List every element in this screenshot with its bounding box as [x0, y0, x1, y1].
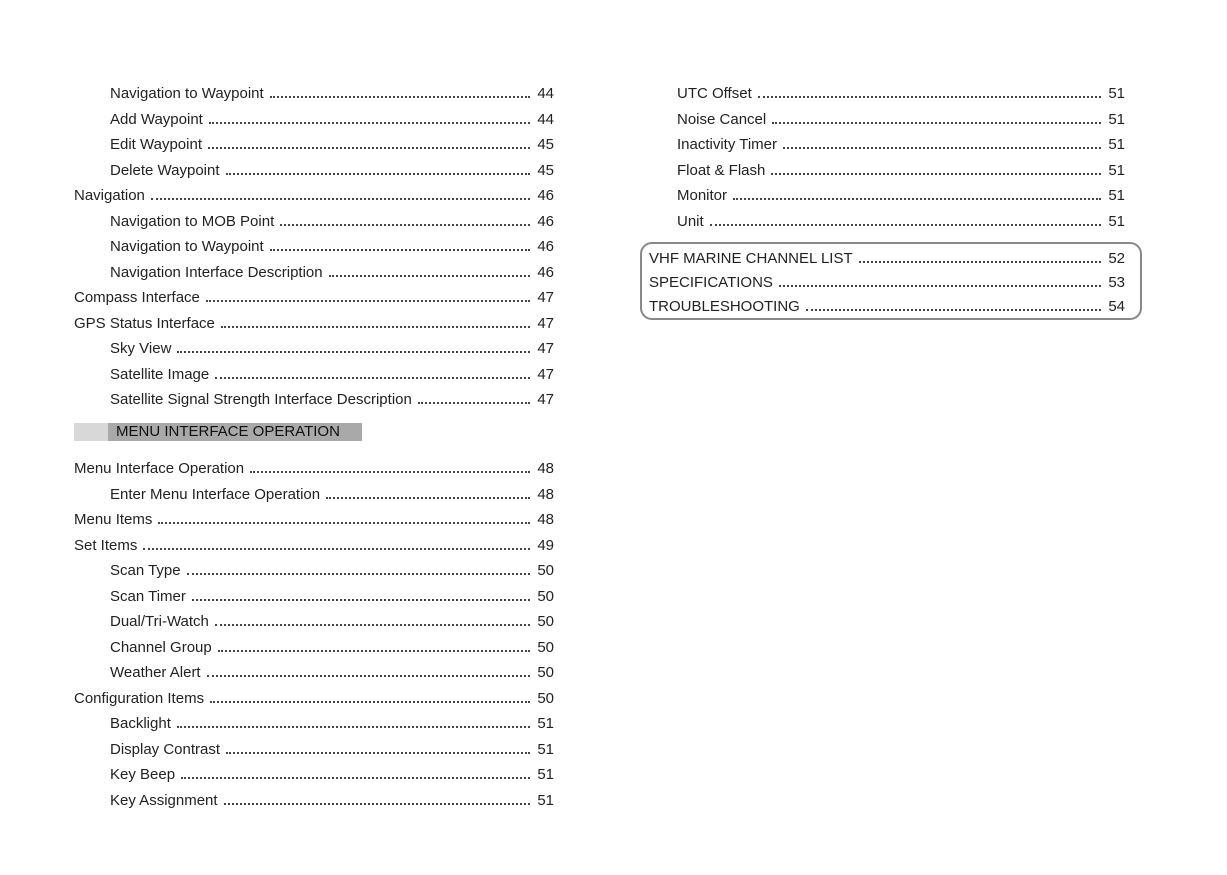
toc-leader-dots [280, 216, 530, 226]
toc-entry-page: 47 [537, 391, 554, 408]
toc-entry-label: Scan Type [110, 562, 181, 579]
toc-entry [110, 789, 554, 809]
toc-entry-page: 51 [1108, 212, 1125, 230]
toc-entry-label: Satellite Image [110, 365, 210, 383]
toc-entry-page: 45 [537, 136, 554, 153]
toc-entry-page: 51 [537, 766, 554, 783]
toc-leader-dots [771, 165, 1101, 175]
toc-leader-dots [177, 343, 530, 353]
toc-entry [110, 235, 554, 255]
section-heading-bar [74, 423, 362, 441]
toc-entry [110, 210, 554, 230]
toc-leader-dots [218, 642, 530, 652]
toc-leader-dots [779, 277, 1101, 287]
toc-entry-label: Display Contrast [110, 740, 221, 758]
toc-entry-label: Menu Interface Operation [74, 460, 245, 477]
toc-entry-page: 50 [537, 562, 554, 579]
toc-leader-dots [206, 292, 530, 302]
toc-entry [74, 286, 554, 306]
toc-entry-page: 51 [1108, 136, 1125, 153]
toc-entry-label: Backlight [110, 715, 171, 732]
toc-leader-dots [859, 253, 1101, 263]
toc-leader-dots [270, 241, 530, 251]
toc-leader-dots [207, 667, 530, 677]
toc-entry-label: Navigation to Waypoint [110, 238, 264, 255]
toc-entry-label: Noise Cancel [677, 110, 767, 128]
toc-leader-dots [710, 216, 1101, 226]
toc-entry-label: GPS Status Interface [74, 314, 215, 332]
toc-entry-page: 54 [1108, 298, 1125, 315]
toc-entry [677, 159, 1125, 179]
toc-entry [677, 108, 1125, 128]
toc-entry-label: Set Items [74, 536, 138, 554]
toc-entry-page: 46 [537, 187, 554, 204]
toc-entry-label: Navigation Interface Description [110, 263, 323, 281]
toc-entry [677, 133, 1125, 153]
toc-entry [677, 210, 1125, 230]
toc-entry-label: Compass Interface [74, 289, 200, 306]
toc-entry [110, 610, 554, 630]
toc-entry [110, 738, 554, 758]
toc-entry-label: Navigation [74, 187, 145, 204]
toc-entry-page: 46 [537, 263, 554, 281]
toc-entry-page: 48 [537, 511, 554, 528]
toc-entry-label: Sky View [110, 340, 172, 357]
toc-entry-page: 46 [537, 212, 554, 230]
toc-entry-page: 50 [537, 689, 554, 707]
toc-entry-label: Add Waypoint [110, 110, 203, 128]
toc-entry [110, 388, 554, 408]
toc-entry-page: 51 [537, 740, 554, 758]
toc-leader-dots [326, 489, 530, 499]
toc-entry [649, 247, 1125, 267]
toc-entry [74, 312, 554, 332]
toc-entry-page: 46 [537, 238, 554, 255]
toc-entry [110, 261, 554, 281]
toc-entry-label: Edit Waypoint [110, 136, 202, 153]
toc-leader-dots [221, 318, 530, 328]
toc-entry-label: TROUBLESHOOTING [649, 298, 800, 315]
toc-entry [110, 159, 554, 179]
toc-entry [110, 133, 554, 153]
toc-entry-page: 52 [1108, 250, 1125, 267]
toc-entry-label: Unit [677, 212, 704, 230]
toc-entry-label: Scan Timer [110, 587, 186, 605]
toc-entry-label: UTC Offset [677, 85, 752, 102]
toc-entry [649, 295, 1125, 315]
toc-entry-page: 49 [537, 536, 554, 554]
toc-entry-page: 50 [537, 638, 554, 656]
section-heading-title: MENU INTERFACE OPERATION [116, 423, 340, 440]
toc-entry-page: 48 [537, 460, 554, 477]
toc-entry [110, 661, 554, 681]
toc-entry [110, 636, 554, 656]
toc-leader-dots [270, 88, 530, 98]
toc-entry-label: Configuration Items [74, 689, 205, 707]
toc-entry-label: Dual/Tri-Watch [110, 613, 209, 630]
toc-entry-page: 51 [1108, 85, 1125, 102]
toc-entry [110, 337, 554, 357]
toc-entry [110, 585, 554, 605]
toc-leader-dots [806, 301, 1101, 311]
toc-leader-dots [143, 540, 530, 550]
toc-entry [110, 483, 554, 503]
toc-entry-page: 47 [537, 289, 554, 306]
toc-entry-label: Enter Menu Interface Operation [110, 485, 321, 503]
toc-entry-label: Inactivity Timer [677, 136, 778, 153]
toc-leader-dots [151, 190, 530, 200]
toc-leader-dots [329, 267, 530, 277]
toc-entry-page: 44 [537, 110, 554, 128]
toc-entry-page: 53 [1108, 274, 1125, 291]
toc-leader-dots [783, 139, 1101, 149]
toc-leader-dots [226, 165, 531, 175]
toc-entry [74, 457, 554, 477]
toc-entry [110, 763, 554, 783]
toc-entry-label: Navigation to Waypoint [110, 85, 264, 102]
toc-leader-dots [209, 114, 530, 124]
toc-entry-label: Key Assignment [110, 791, 218, 809]
toc-entry-label: SPECIFICATIONS [649, 274, 773, 291]
toc-leader-dots [192, 591, 530, 601]
toc-leader-dots [187, 565, 530, 575]
toc-leader-dots [418, 394, 530, 404]
toc-entry-page: 44 [537, 85, 554, 102]
toc-entry-label: Key Beep [110, 766, 176, 783]
toc-entry-label: Navigation to MOB Point [110, 212, 275, 230]
toc-leader-dots [758, 88, 1101, 98]
toc-entry-page: 47 [537, 314, 554, 332]
toc-entry-page: 51 [1108, 161, 1125, 179]
toc-entry [74, 687, 554, 707]
toc-entry-page: 51 [537, 715, 554, 732]
toc-leader-dots [226, 744, 530, 754]
toc-entry-page: 51 [537, 791, 554, 809]
toc-entry [74, 534, 554, 554]
toc-entry [110, 108, 554, 128]
toc-entry-label: Satellite Signal Strength Interface Description [110, 391, 412, 408]
toc-leader-dots [215, 616, 530, 626]
toc-entry-page: 50 [537, 664, 554, 681]
toc-entry [110, 559, 554, 579]
toc-leader-dots [250, 463, 530, 473]
toc-entry-page: 47 [537, 365, 554, 383]
toc-leader-dots [177, 718, 530, 728]
toc-entry-label: Delete Waypoint [110, 161, 220, 179]
toc-entry-page: 51 [1108, 110, 1125, 128]
toc-entry [677, 184, 1125, 204]
toc-leader-dots [210, 693, 530, 703]
toc-leader-dots [224, 795, 530, 805]
toc-leader-dots [181, 769, 530, 779]
toc-entry-page: 45 [537, 161, 554, 179]
toc-entry-label: Monitor [677, 187, 728, 204]
toc-entry-label: Weather Alert [110, 664, 201, 681]
toc-leader-dots [158, 514, 530, 524]
toc-entry [110, 363, 554, 383]
toc-entry-label: Menu Items [74, 511, 153, 528]
toc-entry-page: 51 [1108, 187, 1125, 204]
toc-entry-page: 48 [537, 485, 554, 503]
toc-entry [649, 271, 1125, 291]
toc-leader-dots [215, 369, 530, 379]
toc-entry-page: 50 [537, 613, 554, 630]
toc-entry-label: Channel Group [110, 638, 212, 656]
toc-entry-page: 47 [537, 340, 554, 357]
toc-leader-dots [772, 114, 1101, 124]
toc-leader-dots [208, 139, 530, 149]
toc-leader-dots [733, 190, 1101, 200]
toc-entry-label: VHF MARINE CHANNEL LIST [649, 250, 853, 267]
toc-entry-page: 50 [537, 587, 554, 605]
toc-entry [74, 184, 554, 204]
toc-entry [677, 82, 1125, 102]
toc-entry [110, 712, 554, 732]
toc-entry-label: Float & Flash [677, 161, 766, 179]
toc-entry [110, 82, 554, 102]
toc-entry [74, 508, 554, 528]
